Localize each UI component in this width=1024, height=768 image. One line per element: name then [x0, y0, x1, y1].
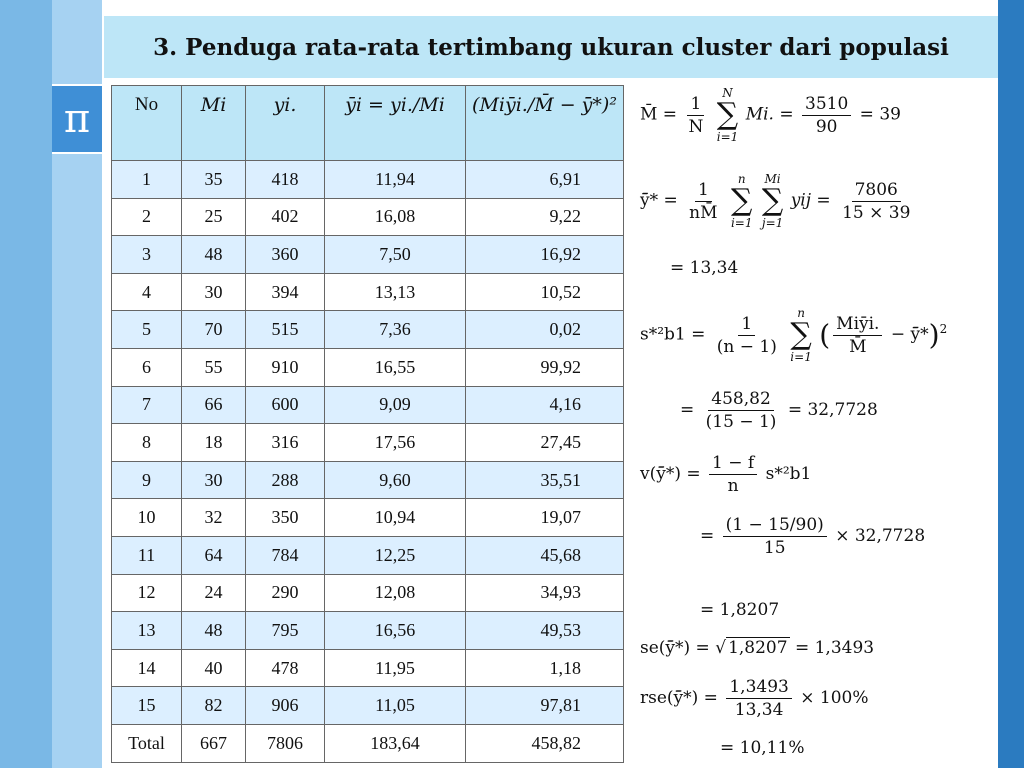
table-cell: 3 [112, 236, 182, 274]
table-cell: 66 [182, 386, 246, 424]
formula-se: se(ȳ̄*) = √ 1,8207 = 1,3493 [640, 638, 875, 658]
table-cell: 10 [112, 499, 182, 537]
table-cell: 418 [246, 161, 325, 199]
y-star-term: yij [790, 190, 812, 211]
formula-s2: s*²b1 = $\frac{1}{(n - 1)}$ n ∑ i=1 ( $\frac{\text{Miȳi.}}{M̄}$ − ȳ̄*)$^2$ [640, 306, 948, 364]
table-cell: 9,60 [325, 461, 466, 499]
table-cell: 14 [112, 649, 182, 687]
data-table [111, 85, 624, 763]
table-row [112, 461, 624, 499]
formula-s2-result [680, 388, 878, 433]
table-cell: 16,55 [325, 348, 466, 386]
table-cell: 910 [246, 348, 325, 386]
m-bar-result: = 39 [859, 104, 901, 125]
table-cell: 1 [112, 161, 182, 199]
rse-lhs: rse(ȳ̄*) = [640, 688, 718, 708]
table-cell: 82 [182, 687, 246, 725]
table-row [112, 536, 624, 574]
formula-y-star: ȳ̄* = $\frac{1}{nM̄}$ n ∑ i=1 Mi ∑ j=1 yij = $\frac{7806}{15 \times 39}$ [640, 172, 916, 230]
v-calc-eq: = [700, 526, 715, 546]
rse-result: = 10,11% [720, 738, 805, 758]
s2-sum-bot: i=1 [790, 350, 812, 364]
y-star-sum1: n ∑ i=1 [730, 172, 753, 230]
header-mi [182, 86, 246, 161]
table-row [112, 386, 624, 424]
v-tail: s*²b1 [765, 464, 812, 484]
table-cell: 795 [246, 612, 325, 650]
header-ybar [325, 86, 466, 161]
table-cell: 458,82 [466, 724, 624, 762]
table-cell: 17,56 [325, 424, 466, 462]
header-square-text: (Miȳi./M̄ − ȳ̄*)² [472, 94, 617, 116]
table-cell: 64 [182, 536, 246, 574]
table-cell: 13 [112, 612, 182, 650]
table-cell: 288 [246, 461, 325, 499]
table-total-row [112, 724, 624, 762]
y-star-n1: 1 [695, 179, 712, 202]
table-cell: 290 [246, 574, 325, 612]
table-cell: 4,16 [466, 386, 624, 424]
m-bar-term: Mi. [745, 104, 774, 125]
table-header-row [112, 86, 624, 161]
table-cell: 360 [246, 236, 325, 274]
y-star-n2: 7806 [852, 179, 901, 202]
rse-tail: × 100% [800, 688, 869, 708]
table-cell: 0,02 [466, 311, 624, 349]
m-bar-d2: 90 [815, 116, 838, 137]
table-cell: 13,13 [325, 273, 466, 311]
table-cell: 16,08 [325, 198, 466, 236]
table-cell: 6 [112, 348, 182, 386]
pi-symbol: π [63, 96, 91, 142]
v-calc-n: (1 − 15/90) [723, 514, 827, 537]
rse-n: 1,3493 [726, 676, 791, 699]
table-body [112, 161, 624, 763]
table-row [112, 198, 624, 236]
formula-m-bar: M̄ = $\frac{1}{N}$ N ∑ i=1 Mi. = $\frac{3510}{90}$ = 39 [640, 86, 901, 144]
y-star-s2-bot: j=1 [761, 216, 784, 230]
table-cell: 183,64 [325, 724, 466, 762]
table-cell: 12,25 [325, 536, 466, 574]
m-bar-sum-top: N [722, 86, 733, 100]
s2-eq: = [680, 400, 695, 420]
table-cell: 6,91 [466, 161, 624, 199]
s2-frac1 [714, 313, 780, 358]
table-cell: 10,52 [466, 273, 624, 311]
table-row [112, 687, 624, 725]
s2-result-value: = 32,7728 [787, 400, 878, 420]
y-star-s1-bot: i=1 [730, 216, 753, 230]
table-cell: 45,68 [466, 536, 624, 574]
table-cell: 7,36 [325, 311, 466, 349]
formula-rse [640, 676, 868, 721]
s2-sum: n ∑ i=1 [790, 306, 812, 364]
table-cell: 70 [182, 311, 246, 349]
rse-frac [726, 676, 791, 721]
table-cell: 30 [182, 273, 246, 311]
table-cell: Total [112, 724, 182, 762]
title-band [104, 16, 998, 78]
table-cell: 478 [246, 649, 325, 687]
table-cell: 12,08 [325, 574, 466, 612]
v-d: n [727, 476, 739, 496]
table-cell: 906 [246, 687, 325, 725]
table-cell: 40 [182, 649, 246, 687]
table-cell: 7806 [246, 724, 325, 762]
table-cell: 11,05 [325, 687, 466, 725]
v-frac [709, 452, 757, 497]
left-decor-bar [0, 0, 52, 768]
table-cell: 515 [246, 311, 325, 349]
v-calc-frac [723, 514, 827, 559]
se-lhs: se(ȳ̄*) = [640, 638, 710, 658]
table-cell: 25 [182, 198, 246, 236]
m-bar-d1: N [688, 116, 704, 137]
y-star-frac1 [686, 179, 720, 224]
table-row [112, 649, 624, 687]
table-cell: 15 [112, 687, 182, 725]
table-cell: 12 [112, 574, 182, 612]
y-star-d2: 15 × 39 [842, 202, 911, 223]
right-decor-bar [998, 0, 1024, 768]
s2-d1: (n − 1) [716, 336, 777, 357]
header-no: No [112, 86, 182, 161]
table-cell: 35 [182, 161, 246, 199]
m-bar-sum: N ∑ i=1 [716, 86, 739, 144]
v-n: 1 − f [709, 452, 757, 475]
y-star-sum2: Mi ∑ j=1 [761, 172, 784, 230]
se-result: = 1,3493 [794, 638, 875, 658]
table-cell: 30 [182, 461, 246, 499]
m-bar-lhs: M̄ = [640, 104, 678, 125]
header-ybar-text: ȳi = yi./Mi [345, 94, 445, 116]
m-bar-frac1 [685, 93, 706, 138]
table-cell: 48 [182, 236, 246, 274]
table-cell: 5 [112, 311, 182, 349]
y-star-d1: nM̄ [689, 202, 718, 223]
table-cell: 9,09 [325, 386, 466, 424]
table-cell: 10,94 [325, 499, 466, 537]
table-cell: 27,45 [466, 424, 624, 462]
v-calc-tail: × 32,7728 [835, 526, 926, 546]
table-cell: 16,92 [466, 236, 624, 274]
table-cell: 9,22 [466, 198, 624, 236]
s2-n1: 1 [738, 313, 755, 336]
table-cell: 16,56 [325, 612, 466, 650]
table-cell: 99,92 [466, 348, 624, 386]
table-cell: 1,18 [466, 649, 624, 687]
table-cell: 97,81 [466, 687, 624, 725]
table-cell: 18 [182, 424, 246, 462]
table-cell: 55 [182, 348, 246, 386]
table-cell: 8 [112, 424, 182, 462]
formula-v-calc [700, 514, 925, 559]
s2-inner-num: Miȳi. [833, 313, 882, 336]
pi-icon [52, 84, 102, 154]
table-cell: 7 [112, 386, 182, 424]
table-row [112, 311, 624, 349]
header-mi-text: Mi [200, 94, 227, 116]
table-cell: 784 [246, 536, 325, 574]
v-result: = 1,8207 [700, 600, 780, 620]
table-cell: 24 [182, 574, 246, 612]
table-row [112, 236, 624, 274]
se-sqrt: 1,8207 [728, 638, 788, 658]
header-yi [246, 86, 325, 161]
table-cell: 11 [112, 536, 182, 574]
slide-title: 3. Penduga rata-rata tertimbang ukuran cluster dari populasi [153, 33, 949, 61]
y-star-lhs: ȳ̄* = [640, 190, 678, 211]
table-row [112, 574, 624, 612]
m-bar-n1: 1 [687, 93, 704, 116]
rse-d: 13,34 [734, 700, 784, 720]
formula-v [640, 452, 811, 497]
v-lhs: v(ȳ̄*) = [640, 464, 701, 484]
m-bar-frac2 [802, 93, 851, 138]
table-row [112, 424, 624, 462]
y-star-frac2 [839, 179, 913, 224]
s2-lhs: s*²b1 = [640, 324, 706, 345]
table-cell: 9 [112, 461, 182, 499]
table-cell: 32 [182, 499, 246, 537]
table-cell: 11,95 [325, 649, 466, 687]
table-cell: 19,07 [466, 499, 624, 537]
table-row [112, 612, 624, 650]
header-square [466, 86, 624, 161]
table-cell: 394 [246, 273, 325, 311]
table-cell: 2 [112, 198, 182, 236]
table-row [112, 499, 624, 537]
s2-result-d: (15 − 1) [705, 412, 777, 432]
table-cell: 600 [246, 386, 325, 424]
table-cell: 48 [182, 612, 246, 650]
table-cell: 316 [246, 424, 325, 462]
table-cell: 11,94 [325, 161, 466, 199]
s2-inner-rest: − ȳ̄* [890, 324, 929, 345]
table-cell: 350 [246, 499, 325, 537]
header-yi-text: yi. [273, 94, 297, 116]
m-bar-sum-bot: i=1 [716, 130, 739, 144]
table-row [112, 161, 624, 199]
y-star-result: = 13,34 [670, 258, 739, 278]
s2-inner-den: M̄ [849, 336, 867, 357]
table-cell: 7,50 [325, 236, 466, 274]
y-star-s1-top: n [737, 172, 746, 186]
table-cell: 49,53 [466, 612, 624, 650]
table-cell: 667 [182, 724, 246, 762]
table-row [112, 273, 624, 311]
table-row [112, 348, 624, 386]
table-cell: 34,93 [466, 574, 624, 612]
table-cell: 4 [112, 273, 182, 311]
s2-result-n: 458,82 [708, 388, 773, 411]
s2-inner-frac [833, 313, 882, 358]
y-star-s2-top: Mi [764, 172, 781, 186]
table-cell: 402 [246, 198, 325, 236]
m-bar-n2: 3510 [802, 93, 851, 116]
v-calc-d: 15 [763, 538, 786, 558]
table-cell: 35,51 [466, 461, 624, 499]
s2-sum-top: n [797, 306, 805, 320]
s2-power: 2 [939, 321, 948, 336]
s2-result-frac [703, 388, 780, 433]
